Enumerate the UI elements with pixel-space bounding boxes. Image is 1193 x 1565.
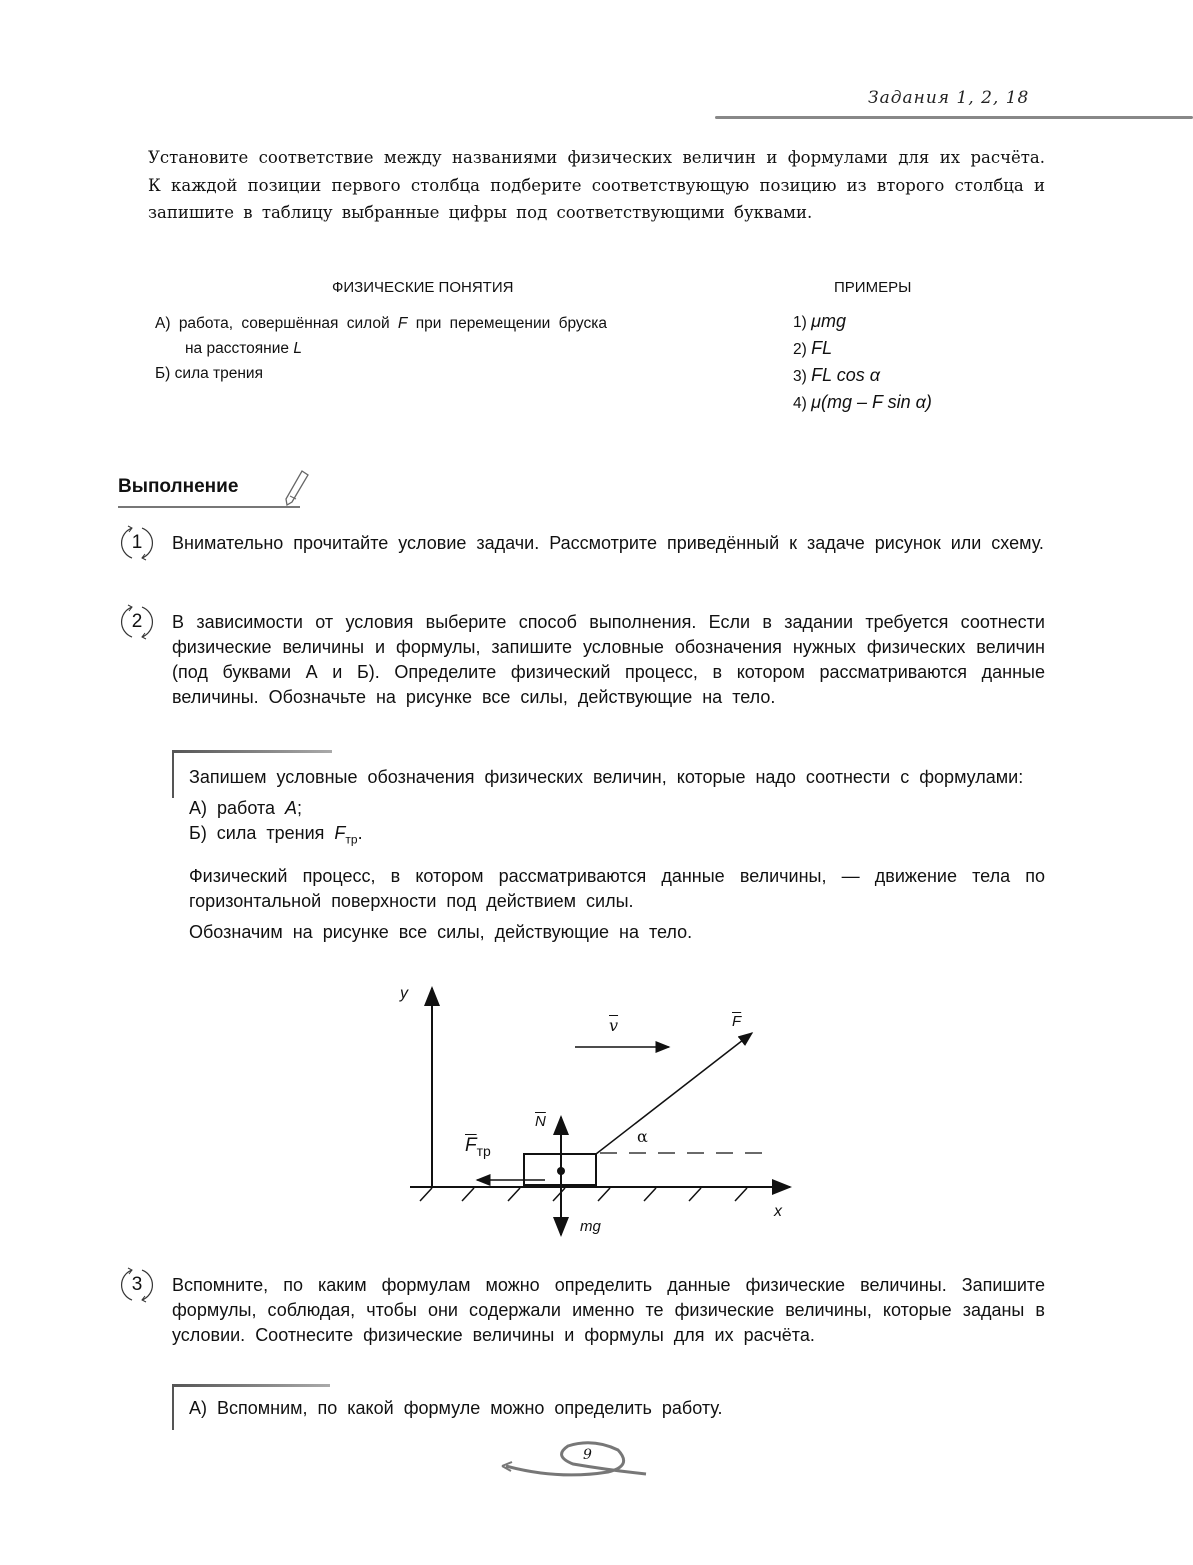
box2-content: А) Вспомним, по какой формуле можно определить работу.: [189, 1398, 723, 1418]
subscript: тр: [476, 1142, 491, 1159]
y-axis-label: y: [400, 985, 408, 1002]
step-2-badge: [118, 603, 156, 641]
page-number-swirl: [498, 1438, 650, 1483]
solution-title-underline: [118, 506, 300, 508]
box-top-border: [172, 750, 332, 753]
friction-label: [465, 1135, 491, 1159]
example-3: [793, 365, 932, 392]
task-instructions: Установите соответствие между названиями физических величин и формулами для их расчёта. К каждой позиции первого столбца подберите соответствующую позицию из второго столбца и запишите в таблицу выбранные цифры под соответствующими буквами.: [148, 148, 1045, 222]
normal-label: $\overline{N}$: [535, 1113, 546, 1130]
step-number: 2: [131, 611, 143, 632]
num: 3): [793, 368, 807, 385]
formula: μmg: [811, 311, 846, 331]
var: F: [334, 823, 346, 843]
num: 4): [793, 395, 807, 412]
velocity-label: $\overline{v}$: [609, 1016, 619, 1035]
ground-hatching: [420, 1188, 747, 1201]
example-4: [793, 392, 932, 419]
formula: FL cos α: [811, 365, 881, 385]
force-arrow: [596, 1033, 752, 1154]
formula: μ(mg – F sin α): [811, 392, 932, 412]
paragraph: Физический процесс, в котором рассматриваются данные величины, — движение тела по горизонтальной поверхности под действием силы.: [189, 865, 1045, 911]
subscript: тр: [345, 832, 358, 847]
box1-content: [189, 765, 1045, 945]
force-label: $\overline{F}$: [732, 1013, 742, 1030]
x-axis-label: x: [774, 1203, 782, 1220]
var: L: [293, 340, 302, 357]
step-1-text: Внимательно прочитайте условие задачи. Рассмотрите приведённый к задаче рисунок или схему.: [172, 533, 1044, 553]
step-1-badge: [118, 524, 156, 562]
pencil-icon: [282, 468, 310, 508]
text: А) работа: [189, 798, 286, 818]
center-of-mass-dot: [557, 1167, 565, 1175]
example-1: [793, 311, 932, 338]
block: [524, 1154, 596, 1185]
text: сила трения: [174, 365, 263, 382]
letter: Б): [155, 365, 171, 382]
step-3-badge: [118, 1266, 156, 1304]
text: работа, совершённая силой: [178, 315, 398, 332]
page-number: 9: [583, 1447, 592, 1463]
angle-label: α: [637, 1127, 648, 1146]
box-top-border: [172, 1384, 330, 1387]
step-3-text: Вспомните, по каким формулам можно определить данные физические величины. Запишите формулы, соблюдая, чтобы они содержали именно те физические величины, которые заданы в условии. Соотнесите физические величины и формулы для их расчёта.: [172, 1275, 1045, 1345]
num: 1): [793, 314, 807, 331]
box-left-border: [172, 750, 174, 798]
text: при перемещении бруска: [407, 315, 607, 332]
header-divider: [715, 116, 1193, 119]
var: $\overline{F}$: [465, 1135, 477, 1156]
var: F: [397, 315, 408, 332]
paragraph: Обозначим на рисунке все силы, действующие на тело.: [189, 921, 693, 942]
item-a: А) работа A;: [189, 798, 303, 818]
column-header-examples: ПРИМЕРЫ: [834, 279, 912, 296]
concept-b: [155, 361, 730, 386]
item-b: Б) сила трения $F_{тр}$.: [189, 823, 363, 847]
gravity-label: mg: [580, 1218, 601, 1235]
example-2: [793, 338, 932, 365]
formula: FL: [811, 338, 833, 358]
step-number: 1: [131, 532, 143, 553]
step-2-text: В зависимости от условия выберите способ выполнения. Если в задании требуется соотнести физические величины и формулы, запишите условные обозначения нужных физических величин (под буквами А и Б). Определите физический процесс, в котором рассматриваются данные величины. Обозначьте на рисунке все силы, действующие на тело.: [172, 612, 1045, 707]
text: на расстояние: [185, 340, 294, 357]
letter: А): [155, 315, 171, 332]
step-number: 3: [131, 1274, 143, 1295]
column-header-concepts: ФИЗИЧЕСКИЕ ПОНЯТИЯ: [332, 279, 514, 296]
var: A: [285, 798, 298, 818]
paragraph: Запишем условные обозначения физических величин, которые надо соотнести с формулами:: [189, 767, 1024, 787]
text: Б) сила трения: [189, 823, 335, 843]
section-header: Задания 1, 2, 18: [868, 88, 1030, 108]
num: 2): [793, 341, 807, 358]
examples-list: [793, 311, 932, 419]
box-left-border: [172, 1384, 174, 1430]
solution-title: Выполнение: [118, 476, 239, 497]
concept-a: [155, 311, 730, 386]
